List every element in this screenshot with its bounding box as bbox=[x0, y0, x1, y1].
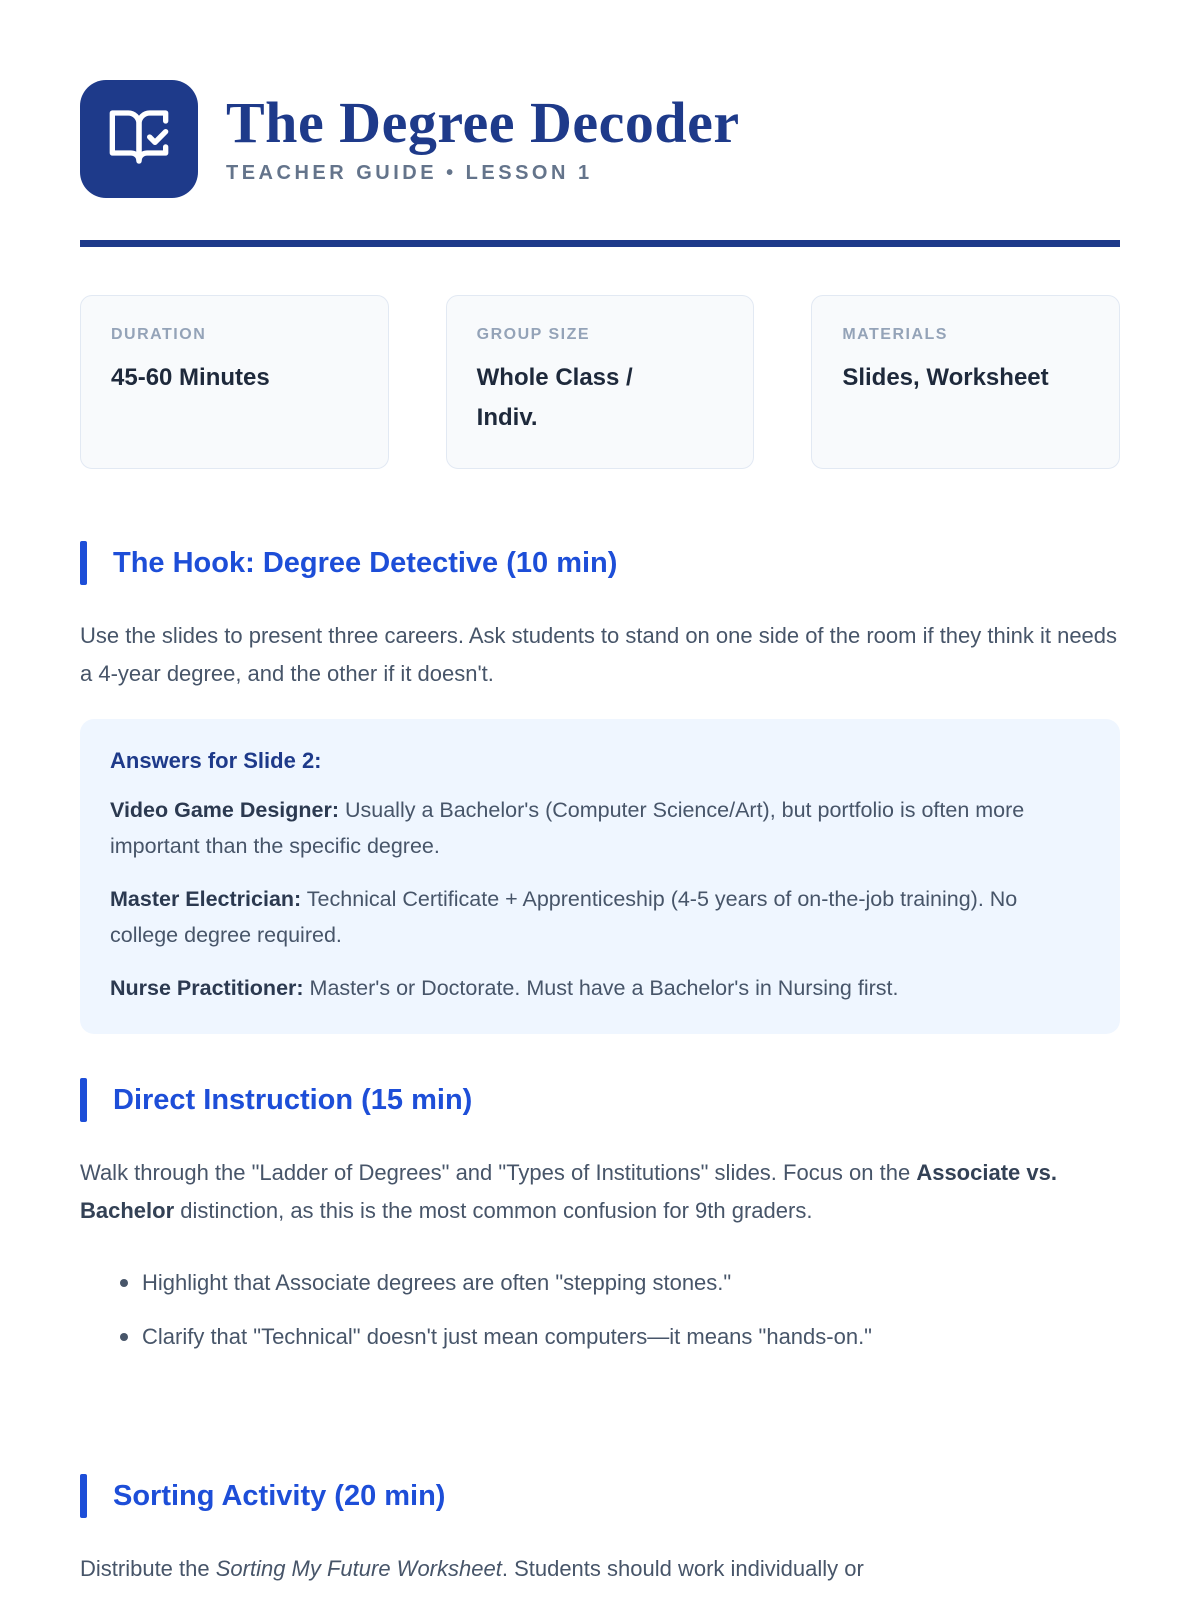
duration-card-value: 45-60 Minutes bbox=[111, 364, 270, 391]
intro-text-before: Distribute the bbox=[80, 1556, 216, 1581]
section-sorting-activity bbox=[80, 1474, 1120, 1588]
answers-callout bbox=[80, 719, 1120, 1034]
intro-text-bold: Associate vs. Bachelor bbox=[80, 1160, 1057, 1223]
intro-text-after: . Students should work individually or bbox=[501, 1556, 864, 1581]
group-size-card-label: GROUP SIZE bbox=[476, 326, 591, 343]
callout-item-nurse-practitioner bbox=[110, 970, 1090, 1006]
bullet-item: Clarify that "Technical" doesn't just mean computers—it means "hands-on." bbox=[120, 1318, 1120, 1356]
section-hook-intro: Use the slides to present three careers. Ask students to stand on one side of the room if they think it needs a 4-year degree, and the other if it doesn't. bbox=[80, 623, 1118, 686]
callout-text: Usually a Bachelor's (Computer Science/Art), but portfolio is often more important than the specific degree. bbox=[110, 798, 1025, 858]
duration-card-label: DURATION bbox=[111, 326, 207, 343]
callout-item-video-game-designer bbox=[110, 792, 1090, 864]
callout-text: Master's or Doctorate. Must have a Bachelor's in Nursing first. bbox=[303, 976, 899, 1000]
intro-text-after: distinction, as this is the most common confusion for 9th graders. bbox=[174, 1198, 813, 1223]
section-heading-bar bbox=[80, 541, 87, 585]
callout-item-master-electrician bbox=[110, 881, 1090, 953]
callout-term: Nurse Practitioner: bbox=[110, 976, 304, 1000]
materials-card-value: Slides, Worksheet bbox=[842, 364, 1049, 391]
intro-text-italic: Sorting My Future Worksheet bbox=[215, 1556, 502, 1581]
section-heading-bar bbox=[80, 1474, 87, 1518]
section-sorting-activity-heading bbox=[80, 1474, 1120, 1518]
page-title: The Degree Decoder bbox=[226, 89, 740, 155]
section-hook-heading bbox=[80, 541, 1120, 585]
direct-instruction-bullet-list bbox=[80, 1264, 1120, 1356]
section-direct-instruction-heading bbox=[80, 1078, 1120, 1122]
callout-term: Video Game Designer: bbox=[110, 798, 340, 822]
header-divider bbox=[80, 240, 1120, 247]
book-open-check-icon bbox=[107, 105, 171, 174]
title-block bbox=[226, 89, 740, 186]
duration-card bbox=[80, 295, 389, 469]
page-subtitle: TEACHER GUIDE • LESSON 1 bbox=[226, 162, 593, 185]
intro-text-before: Walk through the "Ladder of Degrees" and "Types of Institutions" slides. Focus on the bbox=[80, 1160, 917, 1185]
group-size-card bbox=[446, 295, 755, 469]
app-logo bbox=[80, 80, 198, 198]
callout-term: Master Electrician: bbox=[110, 887, 302, 911]
callout-text: Technical Certificate + Apprenticeship (4-5 years of on-the-job training). No college degree required. bbox=[110, 887, 1018, 947]
group-size-card-value: Whole Class / Indiv. bbox=[476, 364, 633, 431]
materials-card bbox=[811, 295, 1120, 469]
section-heading-bar bbox=[80, 1078, 87, 1122]
bullet-item: Highlight that Associate degrees are often "stepping stones." bbox=[120, 1264, 1120, 1302]
section-hook-title: The Hook: Degree Detective (10 min) bbox=[113, 546, 618, 579]
info-cards bbox=[80, 295, 1120, 469]
materials-card-label: MATERIALS bbox=[842, 326, 948, 343]
section-sorting-activity-title: Sorting Activity (20 min) bbox=[113, 1479, 446, 1512]
section-sorting-activity-intro bbox=[80, 1550, 1120, 1588]
callout-title: Answers for Slide 2: bbox=[110, 748, 322, 773]
section-direct-instruction bbox=[80, 1078, 1120, 1356]
section-direct-instruction-title: Direct Instruction (15 min) bbox=[113, 1083, 473, 1116]
section-hook bbox=[80, 541, 1120, 1034]
section-direct-instruction-intro bbox=[80, 1154, 1120, 1230]
header bbox=[80, 80, 1120, 198]
